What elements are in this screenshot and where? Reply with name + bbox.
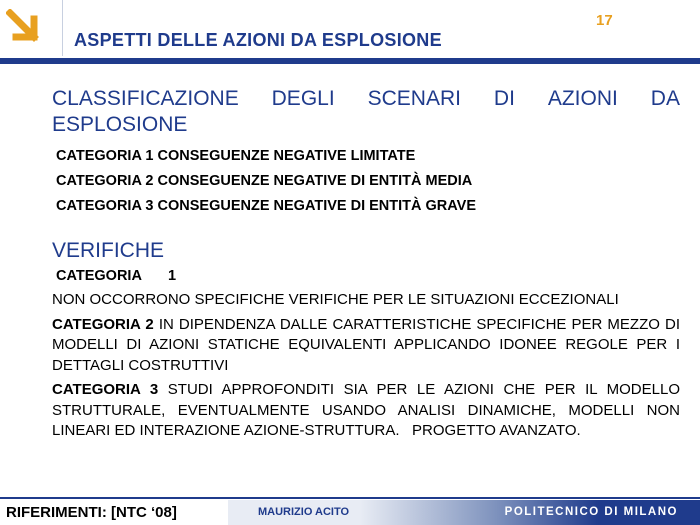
classification-heading-line2: ESPLOSIONE bbox=[52, 113, 188, 136]
list-item: CATEGORIA 2 CONSEGUENZE NEGATIVE DI ENTITÀ MEDIA bbox=[56, 173, 473, 189]
footer-institution-area bbox=[360, 500, 700, 525]
category-3-text: STUDI APPROFONDITI SIA PER LE AZIONI CHE PER IL MODELLO STRUTTURALE, EVENTUALMENTE USANDO ANALISI DINAMICHE, MODELLI NON LINEARI ED INTERAZIONE AZIONE-STRUTTURA. PROGETTO AVANZATO. bbox=[52, 381, 685, 439]
heading-word: DI bbox=[493, 87, 515, 110]
heading-word: DA bbox=[650, 87, 680, 110]
slide-content bbox=[52, 86, 685, 442]
classification-heading-line1 bbox=[52, 86, 680, 112]
title-underline-bar bbox=[0, 58, 700, 64]
category-1-label bbox=[52, 266, 680, 286]
heading-word: CLASSIFICAZIONE bbox=[52, 87, 239, 110]
heading-word: AZIONI bbox=[547, 87, 618, 110]
footer-references-area bbox=[0, 500, 228, 525]
category-list bbox=[52, 144, 680, 219]
footer-divider bbox=[0, 497, 700, 499]
category-3-label: CATEGORIA 3 bbox=[52, 381, 159, 398]
header-divider bbox=[62, 0, 63, 56]
category-2-paragraph bbox=[52, 315, 680, 377]
verifiche-heading: VERIFICHE bbox=[52, 239, 165, 262]
slide-number: 17 bbox=[596, 12, 613, 29]
footer-author-area bbox=[228, 500, 360, 525]
heading-word: DEGLI bbox=[271, 87, 335, 110]
heading-word: SCENARI bbox=[367, 87, 461, 110]
category-1-text: NON OCCORRONO SPECIFICHE VERIFICHE PER LE SITUAZIONI ECCEZIONALI bbox=[52, 291, 619, 308]
slide-title: ASPETTI DELLE AZIONI DA ESPLOSIONE bbox=[74, 30, 442, 50]
author-name: MAURIZIO ACITO bbox=[258, 506, 350, 518]
category-2-label: CATEGORIA 2 bbox=[52, 315, 154, 333]
list-item: CATEGORIA 1 CONSEGUENZE NEGATIVE LIMITATE bbox=[56, 148, 416, 164]
category-1-number: 1 bbox=[167, 268, 177, 284]
references-label: RIFERIMENTI: [NTC ‘08] bbox=[6, 504, 177, 521]
category-2-text: IN DIPENDENZA DALLE CARATTERISTICHE SPECIFICHE PER MEZZO DI MODELLI DI AZIONI STATICHE EQUIVALENTI APPLICANDO IDONEE REGOLE PER I DETTAGLI COSTRUTTIVI bbox=[52, 315, 680, 374]
category-3-paragraph bbox=[52, 380, 685, 442]
arrow-down-right-icon bbox=[6, 9, 46, 49]
category-1-word: CATEGORIA bbox=[56, 268, 142, 284]
footer bbox=[0, 500, 700, 525]
list-item: CATEGORIA 3 CONSEGUENZE NEGATIVE DI ENTITÀ GRAVE bbox=[56, 198, 476, 214]
institution-name: POLITECNICO DI MILANO bbox=[504, 506, 678, 518]
